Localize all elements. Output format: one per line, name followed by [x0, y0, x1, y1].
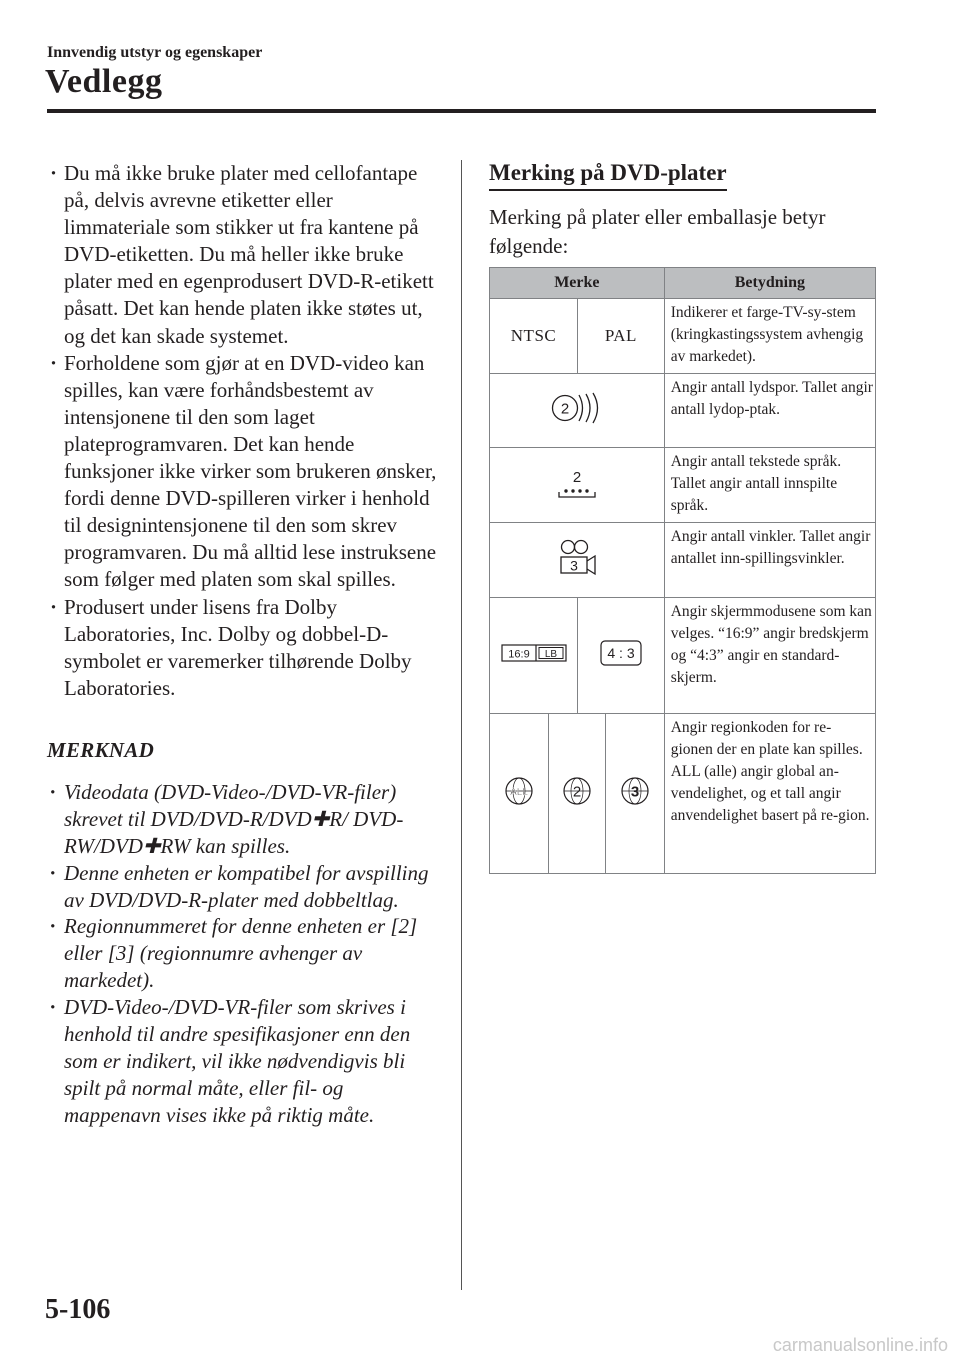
mark-cell: [606, 714, 665, 874]
header-meaning: Betydning: [664, 268, 875, 299]
chapter-title: Vedlegg: [45, 63, 163, 100]
region-2-icon: [562, 776, 592, 806]
region-all-icon: [504, 776, 534, 806]
mark-cell: [578, 299, 665, 374]
meaning-cell: Angir antall vinkler. Tallet angir antallet inn-spillingsvinkler.: [664, 523, 875, 598]
mark-region-2: 2: [573, 783, 582, 801]
table-row: [490, 299, 876, 374]
right-column: [489, 160, 877, 261]
disc-marks-table: [489, 267, 876, 874]
bullet-item: · Forholdene som gjør at en DVD-video kan spilles, kan være forhåndsbestemt av intensjonene til den som laget plateprogramvaren. Det kan hende funksjoner ikke virker som brukeren ønsker, fordi denne DVD-spilleren virker i henhold til designintensjonene til den som skrev programvaren. Du må alltid lese instruksene som følger med platen som skal spilles.: [47, 350, 442, 594]
region-3-icon: [620, 776, 650, 806]
subtitle-count: 2: [572, 468, 582, 486]
audio-tracks-icon: [549, 391, 605, 425]
bullet-item: · Produsert under lisens fra Dolby Laboratories, Inc. Dolby og dobbel-D-symbolet er varemerker tilhørende Dolby Laboratories.: [47, 594, 442, 702]
mark-region-all: ALL: [510, 787, 529, 798]
mark-letterbox: LB: [544, 649, 557, 660]
mark-cell: [549, 714, 606, 874]
camera-angles-icon: [553, 539, 601, 577]
note-item: · Videodata (DVD-Video-/DVD-VR-filer) skrevet til DVD/DVD-R/DVD✚R/ DVD-RW/DVD✚RW kan spilles.: [47, 779, 442, 860]
mark-pal: PAL: [604, 326, 637, 345]
meaning-cell: Angir skjermmodusene som kan velges. “16:9” angir bredskjerm og “4:3” angir en standard-skjerm.: [664, 598, 875, 714]
note-item: · Denne enheten er kompatibel for avspilling av DVD/DVD-R-plater med dobbeltlag.: [47, 860, 442, 914]
meaning-cell: Angir regionkoden for re-gionen der en plate kan spilles. ALL (alle) angir global an-vendelighet, og et tall angir anvendelighet basert på re-gion.: [664, 714, 875, 874]
table-row: [490, 448, 876, 523]
mark-cell: [490, 598, 578, 714]
note-item: · Regionnummeret for denne enheten er [2] eller [3] (regionnumre avhenger av markedet).: [47, 913, 442, 994]
left-column: [47, 160, 442, 1129]
intro-text: Merking på plater eller emballasje betyr følgende:: [489, 205, 826, 258]
watermark: carmanualsonline.info: [772, 1335, 948, 1355]
meaning-cell: Angir antall lydspor. Tallet angir antall lydop-ptak.: [664, 374, 875, 448]
meaning-cell: Indikerer et farge-TV-sy-stem (kringkastingssystem avhengig av markedet).: [664, 299, 875, 374]
mark-cell: [578, 598, 665, 714]
header-mark: Merke: [490, 268, 665, 299]
mark-cell: [490, 523, 665, 598]
angle-count: 3: [569, 557, 578, 573]
mark-cell: [490, 374, 665, 448]
mark-cell: [490, 714, 549, 874]
note-title: MERKNAD: [47, 737, 155, 762]
table-row: [490, 598, 876, 714]
section-heading: Merking på DVD-plater: [489, 160, 727, 191]
standard-screen-icon: [600, 640, 642, 666]
mark-widescreen: 16:9: [507, 648, 530, 661]
mark-standard: 4 : 3: [607, 645, 635, 661]
mark-ntsc: NTSC: [510, 326, 557, 345]
subtitle-languages-icon: [556, 466, 598, 500]
header-rule: [47, 109, 876, 113]
meaning-cell: Angir antall tekstede språk. Tallet angir antall innspilte språk.: [664, 448, 875, 523]
table-row: [490, 714, 876, 874]
section-label: Innvendig utstyr og egenskaper: [47, 44, 263, 61]
bullet-item: · Du må ikke bruke plater med cellofantape på, delvis avrevne etiketter eller limmateriale som stikker ut fra kantene på DVD-etiketten. Du må heller ikke bruke plater med en egenprodusert DVD-R-etikett påsatt. Det kan hende platen ikke støtes ut, og det kan skade systemet.: [47, 160, 442, 350]
mark-cell: [490, 299, 578, 374]
page-number: 5-106: [45, 1294, 111, 1325]
table-row: [490, 523, 876, 598]
column-divider: [461, 160, 462, 1290]
note-item: · DVD-Video-/DVD-VR-filer som skrives i henhold til andre spesifikasjoner enn den som er indikert, vil ikke nødvendigvis bli spilt på normal måte, eller fil- og mappenavn vises ikke på riktig måte.: [47, 994, 442, 1129]
note-list: [47, 779, 442, 1129]
table-header-row: [490, 268, 876, 299]
widescreen-letterbox-icon: [501, 643, 567, 663]
audio-track-count: 2: [560, 400, 570, 418]
table-row: [490, 374, 876, 448]
mark-region-3: 3: [630, 783, 640, 801]
mark-cell: [490, 448, 665, 523]
